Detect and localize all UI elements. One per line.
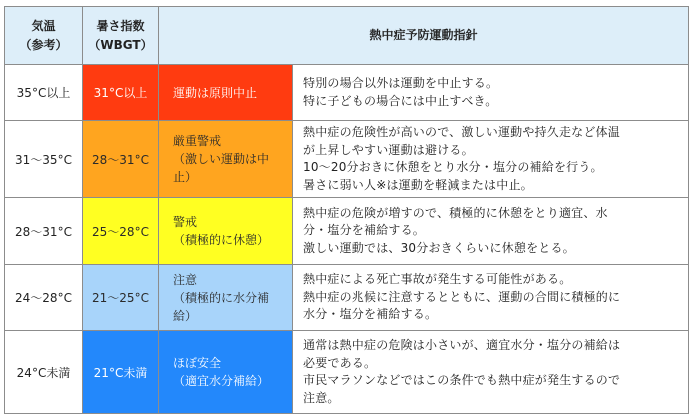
table-body [5, 65, 689, 414]
header-row [5, 7, 689, 65]
table-row-danger [5, 65, 689, 121]
guideline-line: が上昇しやすい運動は避ける。 [303, 142, 474, 157]
header-wbgt [83, 7, 159, 65]
table-row-severe-warning [5, 121, 689, 198]
temperature-cell: 28〜31°C [5, 198, 83, 265]
level-cell [159, 265, 293, 331]
level-line: （適宜水分補給） [173, 374, 270, 388]
guideline-line: 市民マラソンなどではこの条件でも熱中症が発生するので [303, 373, 621, 387]
guideline-cell [293, 65, 689, 121]
level-line: 給） [173, 308, 198, 323]
guideline-cell [293, 265, 689, 331]
level-line: （積極的に水分補 [173, 290, 270, 305]
level-cell [159, 121, 293, 198]
guideline-line: 熱中症の兆候に注意するとともに、運動の合間に積極的に [303, 289, 621, 304]
guideline-line: 注意。 [303, 390, 340, 405]
guideline-line: 熱中症の危険性が高いので、激しい運動や持久走など体温 [303, 125, 620, 139]
header-wbgt-line2: （WBGT） [88, 37, 153, 52]
guideline-cell [293, 121, 689, 198]
guideline-cell [293, 198, 689, 265]
level-cell [159, 331, 293, 414]
wbgt-cell: 21°C未満 [83, 331, 159, 414]
level-line: 注意 [173, 272, 198, 287]
level-line: 運動は原則中止 [173, 85, 258, 100]
table-row-warning [5, 198, 689, 265]
level-line: 警戒 [173, 215, 198, 229]
guideline-line: 分・塩分を補給する。 [303, 223, 426, 238]
guideline-line: 10〜20分おきに休憩をとり水分・塩分の補給を行う。 [303, 160, 603, 174]
level-line: 止） [173, 170, 198, 184]
level-line: （積極的に休憩） [173, 233, 270, 247]
heat-stroke-guideline-table [4, 6, 689, 414]
header-temperature [5, 7, 83, 65]
guideline-line: 熱中症の危険が増すので、積極的に休憩をとり適宜、水 [303, 205, 608, 220]
temperature-cell: 31〜35°C [5, 121, 83, 198]
wbgt-cell: 25〜28°C [83, 198, 159, 265]
header-guideline: 熱中症予防運動指針 [159, 7, 689, 65]
guideline-line: 熱中症による死亡事故が発生する可能性がある。 [303, 272, 572, 287]
guideline-line: 水分・塩分を補給する。 [303, 307, 438, 322]
table-header [5, 7, 689, 65]
wbgt-cell: 21〜25°C [83, 265, 159, 331]
header-wbgt-line1: 暑さ指数 [96, 18, 145, 33]
guideline-line: 特別の場合以外は運動を中止する。 [303, 76, 499, 90]
guideline-line: 必要である。 [303, 355, 377, 370]
wbgt-cell: 28〜31°C [83, 121, 159, 198]
header-temperature-line2: （参考） [19, 37, 68, 52]
level-line: 厳重警戒 [173, 134, 222, 148]
table-row-caution [5, 265, 689, 331]
level-line: （激しい運動は中 [173, 152, 270, 166]
level-cell [159, 65, 293, 121]
temperature-cell: 35°C以上 [5, 65, 83, 121]
level-cell [159, 198, 293, 265]
guideline-line: 通常は熱中症の危険は小さいが、適宜水分・塩分の補給は [303, 338, 621, 352]
guideline-line: 暑さに弱い人※は運動を軽減または中止。 [303, 177, 533, 192]
wbgt-cell: 31°C以上 [83, 65, 159, 121]
level-line: ほぼ安全 [173, 356, 222, 370]
guideline-line: 特に子どもの場合には中止すべき。 [303, 93, 498, 108]
guideline-cell [293, 331, 689, 414]
guideline-line: 激しい運動では、30分おきくらいに休憩をとる。 [303, 240, 575, 255]
header-temperature-line1: 気温 [31, 18, 56, 33]
table-row-almost-safe [5, 331, 689, 414]
temperature-cell: 24〜28°C [5, 265, 83, 331]
temperature-cell: 24°C未満 [5, 331, 83, 414]
